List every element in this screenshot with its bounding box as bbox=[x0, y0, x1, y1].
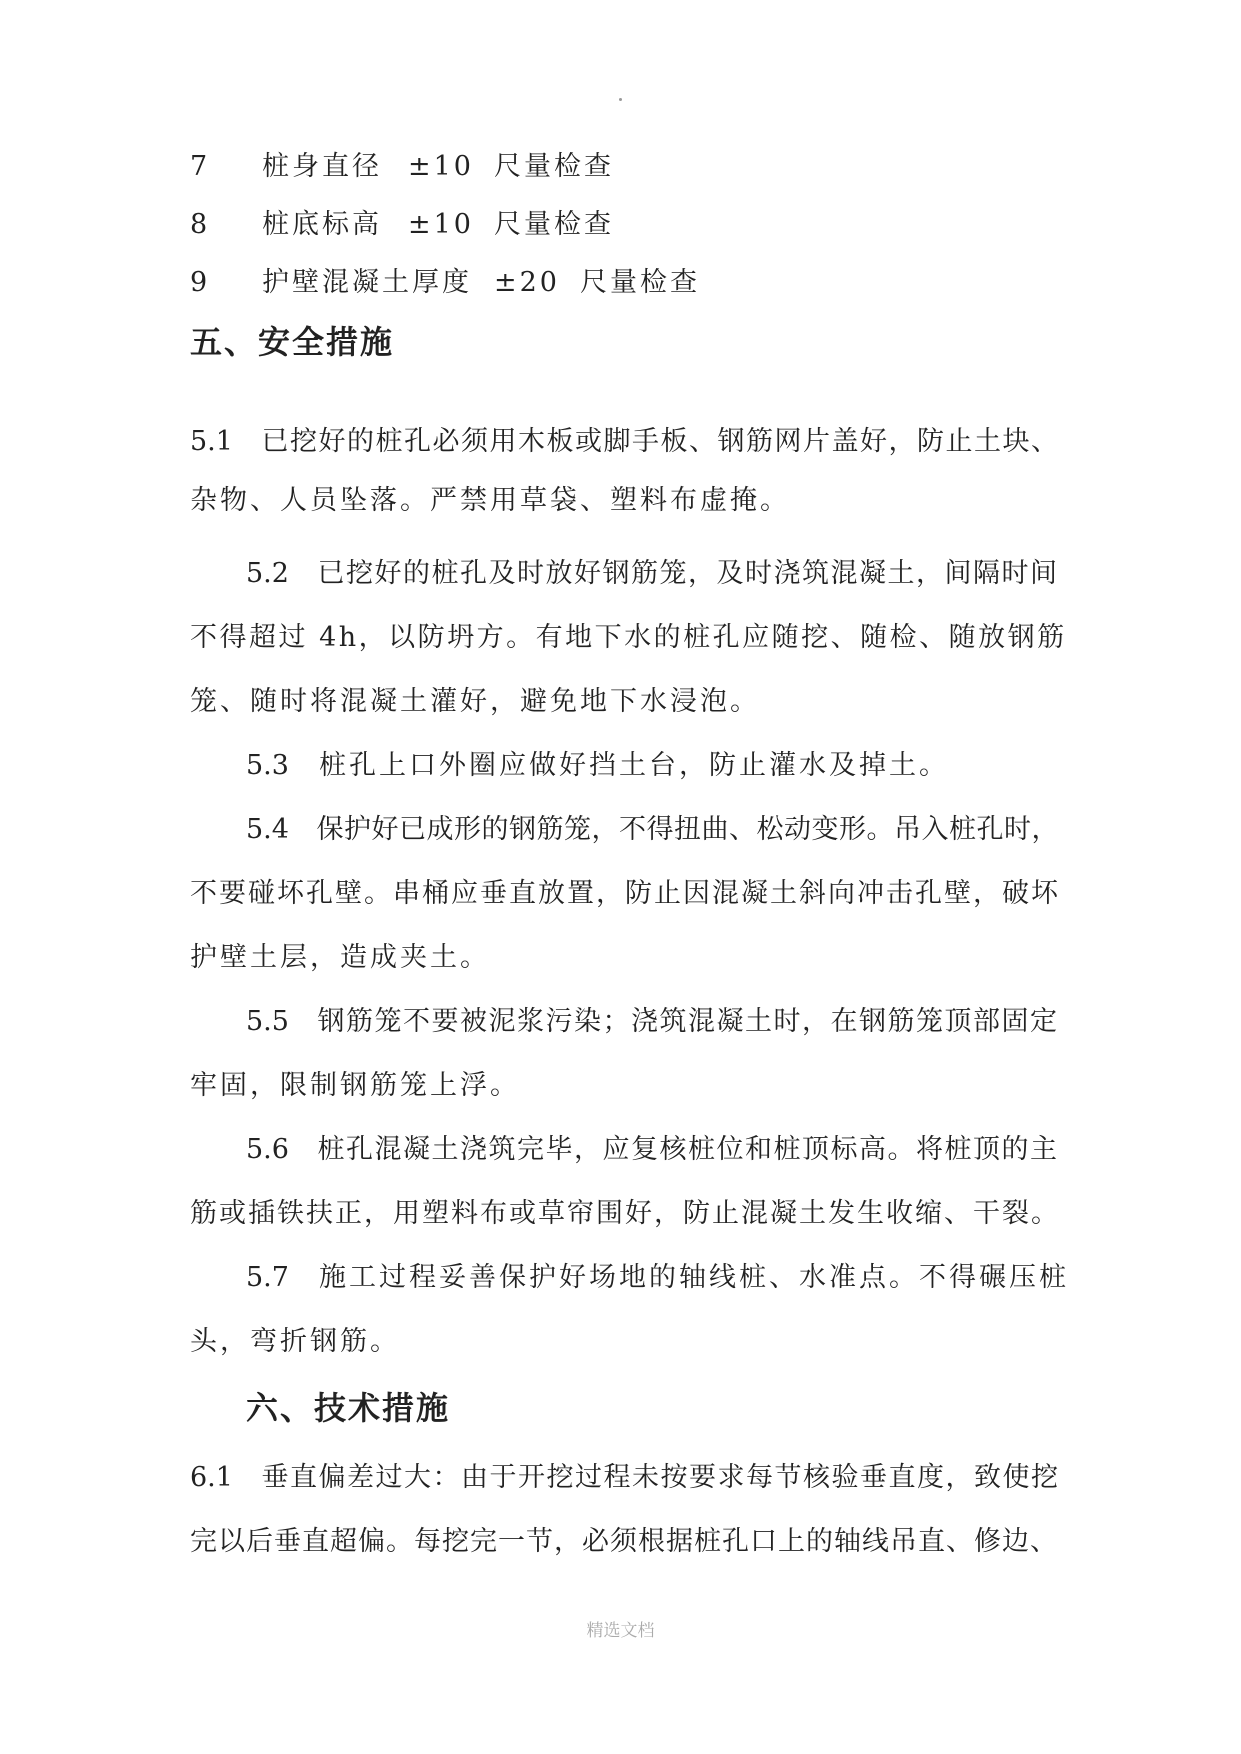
row-method: 尺量检查 bbox=[494, 209, 614, 240]
item-number: 5.6 bbox=[246, 1134, 289, 1165]
row-item: 护壁混凝土厚度 bbox=[262, 267, 472, 298]
paragraph-line bbox=[246, 746, 949, 786]
row-tolerance: ±10 bbox=[408, 151, 474, 182]
paragraph-line bbox=[190, 1458, 1059, 1498]
paragraph-line: 牢固，限制钢筋笼上浮。 bbox=[190, 1070, 520, 1101]
paragraph-line: 完以后垂直超偏。每挖完一节，必须根据桩孔口上的轴线吊直、修边、 bbox=[190, 1526, 1058, 1557]
section-heading: 五、安全措施 bbox=[190, 323, 395, 361]
paragraph-line: 头，弯折钢筋。 bbox=[190, 1326, 400, 1357]
line-text: 已挖好的桩孔及时放好钢筋笼，及时浇筑混凝土，间隔时间 bbox=[317, 558, 1059, 589]
row-item: 桩身直径 bbox=[262, 151, 382, 182]
line-text: 施工过程妥善保护好场地的轴线桩、水准点。不得碾压桩 bbox=[318, 1262, 1069, 1293]
item-number: 5.2 bbox=[246, 558, 289, 589]
paragraph-line bbox=[246, 1002, 1058, 1042]
item-number: 5.7 bbox=[246, 1262, 289, 1293]
paragraph-line bbox=[246, 1130, 1058, 1170]
section-heading: 六、技术措施 bbox=[246, 1389, 451, 1427]
row-tolerance: ±20 bbox=[494, 267, 560, 298]
line-text: 桩孔上口外圈应做好挡土台，防止灌水及掉土。 bbox=[318, 750, 949, 781]
paragraph-line bbox=[190, 422, 1059, 462]
line-text: 保护好已成形的钢筋笼，不得扭曲、松动变形。吊入桩孔时， bbox=[316, 814, 1059, 845]
row-number: 7 bbox=[190, 151, 211, 182]
item-number: 6.1 bbox=[190, 1462, 233, 1493]
line-text: 桩孔混凝土浇筑完毕，应复核桩位和桩顶标高。将桩顶的主 bbox=[317, 1134, 1059, 1165]
paragraph-line: 护壁土层，造成夹土。 bbox=[190, 942, 490, 973]
paragraph-line: 筋或插铁扶正，用塑料布或草帘围好，防止混凝土发生收缩、干裂。 bbox=[190, 1198, 1060, 1229]
paragraph-line: 不要碰坏孔壁。串桶应垂直放置，防止因混凝土斜向冲击孔壁，破坏 bbox=[190, 878, 1060, 909]
line-text: 已挖好的桩孔必须用木板或脚手板、钢筋网片盖好，防止土块、 bbox=[261, 426, 1060, 457]
line-text: 钢筋笼不要被泥浆污染；浇筑混凝土时，在钢筋笼顶部固定 bbox=[317, 1006, 1059, 1037]
paragraph-line: 不得超过 4h，以防坍方。有地下水的桩孔应随挖、随检、随放钢筋 bbox=[190, 622, 1067, 653]
item-number: 5.5 bbox=[246, 1006, 289, 1037]
paragraph-line bbox=[246, 810, 1059, 850]
paragraph-line bbox=[246, 554, 1058, 594]
item-number: 5.4 bbox=[246, 814, 289, 845]
row-item: 桩底标高 bbox=[262, 209, 382, 240]
paragraph-line bbox=[246, 1258, 1069, 1298]
paragraph-line: 笼、随时将混凝土灌好，避免地下水浸泡。 bbox=[190, 686, 760, 717]
item-number: 5.3 bbox=[246, 750, 289, 781]
paragraph-line: 杂物、人员坠落。严禁用草袋、塑料布虚掩。 bbox=[190, 485, 790, 516]
item-number: 5.1 bbox=[190, 426, 233, 457]
row-number: 9 bbox=[190, 267, 211, 298]
row-method: 尺量检查 bbox=[580, 267, 700, 298]
header-dot bbox=[619, 98, 622, 101]
page-footer: 精选文档 bbox=[586, 1621, 655, 1641]
row-tolerance: ±10 bbox=[408, 209, 474, 240]
row-number: 8 bbox=[190, 209, 211, 240]
line-text: 垂直偏差过大：由于开挖过程未按要求每节核验垂直度，致使挖 bbox=[261, 1462, 1060, 1493]
row-method: 尺量检查 bbox=[494, 151, 614, 182]
